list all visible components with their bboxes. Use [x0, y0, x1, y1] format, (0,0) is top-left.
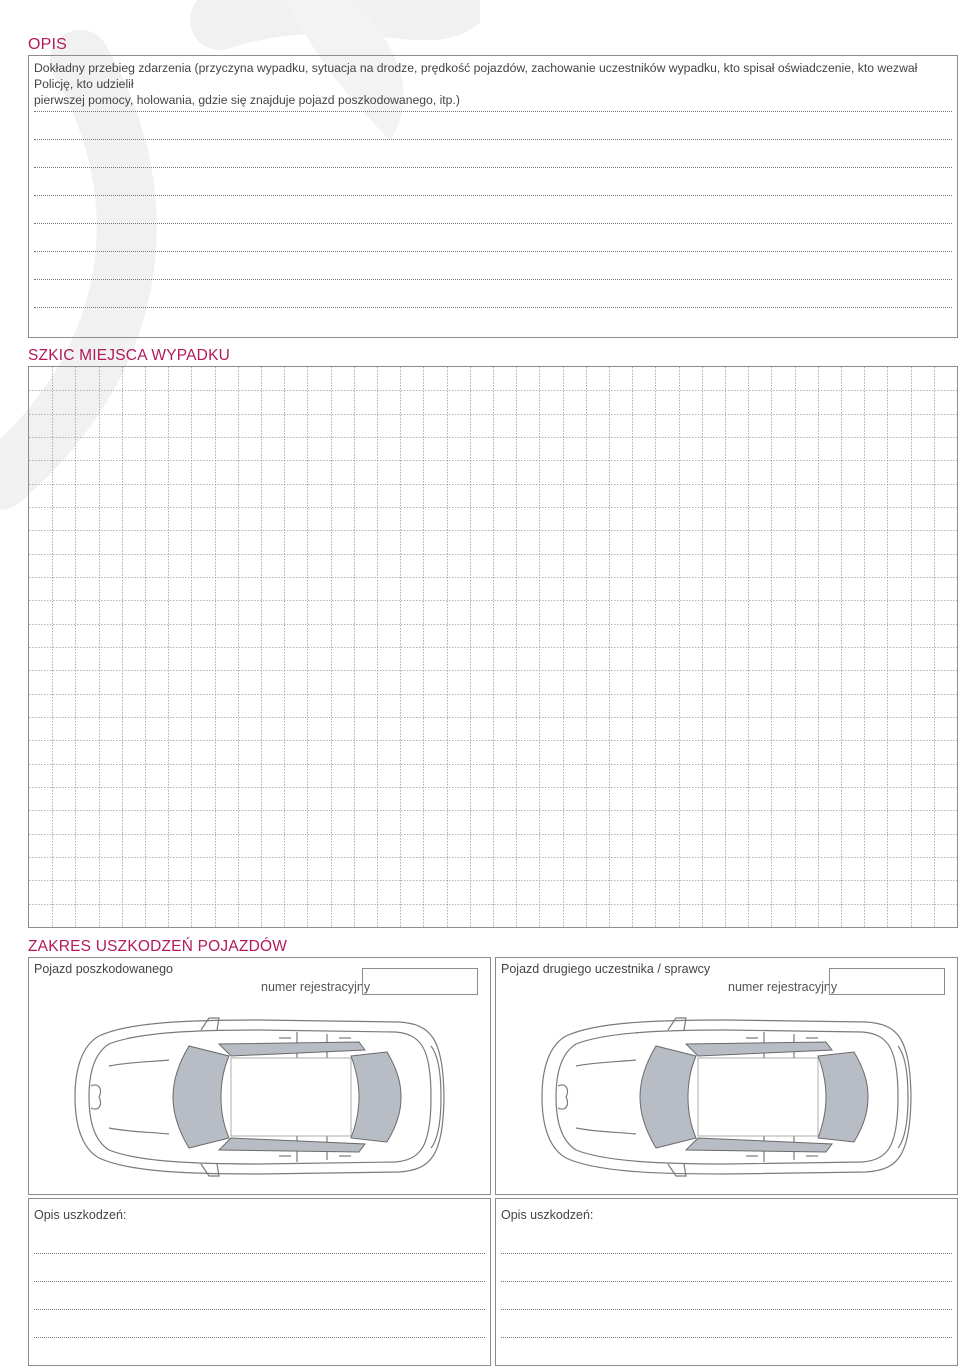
writing-line[interactable]	[34, 1281, 485, 1282]
writing-line[interactable]	[501, 1253, 952, 1254]
section-title-zakres: ZAKRES USZKODZEŃ POJAZDÓW	[28, 938, 288, 955]
writing-line[interactable]	[34, 1309, 485, 1310]
writing-line[interactable]	[34, 1337, 485, 1338]
sketch-grid[interactable]	[28, 366, 958, 928]
damage-description-box-2	[495, 1198, 958, 1366]
damage-description-label-2: Opis uszkodzeń:	[501, 1208, 594, 1222]
writing-line[interactable]	[34, 111, 952, 112]
damage-description-label-1: Opis uszkodzeń:	[34, 1208, 127, 1222]
opis-instructions-line-2: pierwszej pomocy, holowania, gdzie się znajduje pojazd poszkodowanego, itp.)	[34, 93, 460, 107]
writing-line[interactable]	[34, 223, 952, 224]
writing-line[interactable]	[501, 1281, 952, 1282]
section-title-opis: OPIS	[28, 36, 68, 53]
reg-number-field-2[interactable]	[829, 968, 945, 995]
reg-number-label-1: numer rejestracyjny	[261, 980, 371, 994]
vehicle-panel-2	[495, 957, 958, 1195]
car-top-view-icon[interactable]	[536, 1016, 916, 1178]
reg-number-field-1[interactable]	[362, 968, 478, 995]
reg-number-label-2: numer rejestracyjny	[728, 980, 838, 994]
opis-box	[28, 55, 958, 338]
writing-line[interactable]	[34, 167, 952, 168]
writing-line[interactable]	[501, 1337, 952, 1338]
damage-description-box-1	[28, 1198, 491, 1366]
section-title-szkic: SZKIC MIEJSCA WYPADKU	[28, 347, 230, 364]
opis-instructions	[34, 60, 952, 108]
vehicle-panel-1	[28, 957, 491, 1195]
grid-lines	[29, 367, 957, 927]
writing-line[interactable]	[34, 251, 952, 252]
opis-instructions-line-1: Dokładny przebieg zdarzenia (przyczyna wypadku, sytuacja na drodze, prędkość pojazdów, zachowanie uczestników wypadku, kto spisał oświadczenie, kto wezwał Policję, kto udzielił	[34, 61, 918, 91]
writing-line[interactable]	[34, 139, 952, 140]
writing-line[interactable]	[501, 1309, 952, 1310]
car-top-view-icon[interactable]	[69, 1016, 449, 1178]
writing-line[interactable]	[34, 1253, 485, 1254]
writing-line[interactable]	[34, 279, 952, 280]
vehicle-label-1: Pojazd poszkodowanego	[34, 962, 173, 976]
writing-line[interactable]	[34, 307, 952, 308]
vehicle-label-2: Pojazd drugiego uczestnika / sprawcy	[501, 962, 711, 976]
writing-line[interactable]	[34, 195, 952, 196]
